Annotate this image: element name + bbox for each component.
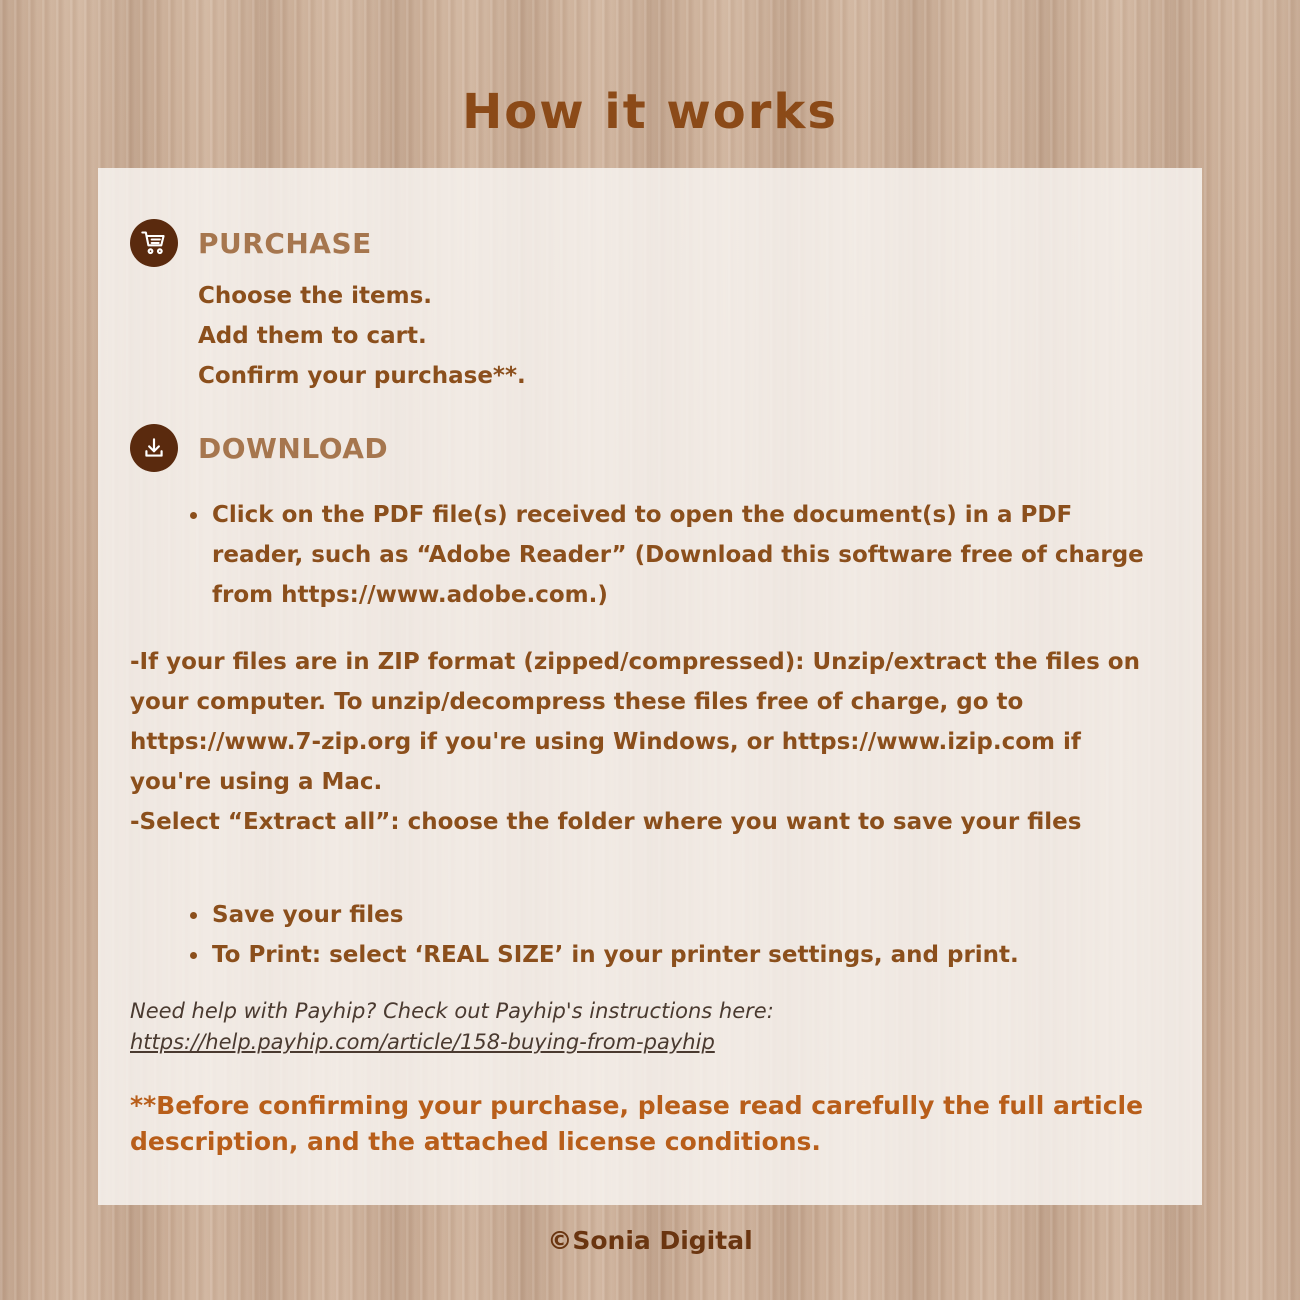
- final-step: Save your files: [188, 895, 1168, 935]
- help-text: Need help with Payhip? Check out Payhip's instructions here:: [130, 999, 774, 1023]
- extract-paragraph: -Select “Extract all”: choose the folder where you want to save your files: [130, 809, 1082, 835]
- purchase-step: Add them to cart.: [198, 323, 427, 349]
- purchase-heading: PURCHASE: [198, 226, 372, 260]
- download-bullets: [188, 495, 1148, 615]
- purchase-steps: [198, 276, 526, 396]
- license-warning: **Before confirming your purchase, please read carefully the full article description, and the attached license conditions.: [130, 1091, 1144, 1156]
- copyright-footer: ©Sonia Digital: [547, 1226, 753, 1255]
- purchase-step: Confirm your purchase**.: [198, 363, 526, 389]
- download-icon: [130, 424, 178, 472]
- purchase-step: Choose the items.: [198, 283, 432, 309]
- final-step: To Print: select ‘REAL SIZE’ in your printer settings, and print.: [188, 935, 1168, 975]
- download-bullet: Click on the PDF file(s) received to open the document(s) in a PDF reader, such as “Adobe Reader” (Download this software free of charge from https://www.adobe.com.): [188, 495, 1148, 615]
- download-section-header: [130, 424, 388, 472]
- zip-paragraph: -If your files are in ZIP format (zipped/compressed): Unzip/extract the files on your computer. To unzip/decompress these files free of charge, go to https://www.7-zip.org if you're using Windows, or https://www.izip.com if you're using a Mac.: [130, 649, 1140, 795]
- page-title: How it works: [462, 84, 838, 140]
- purchase-section-header: [130, 219, 372, 267]
- help-note: [130, 996, 1160, 1058]
- shopping-cart-icon: [130, 219, 178, 267]
- download-heading: DOWNLOAD: [198, 431, 389, 465]
- final-steps: [188, 895, 1168, 975]
- help-link[interactable]: https://help.payhip.com/article/158-buying-from-payhip: [130, 1030, 715, 1054]
- zip-instructions: [130, 642, 1160, 842]
